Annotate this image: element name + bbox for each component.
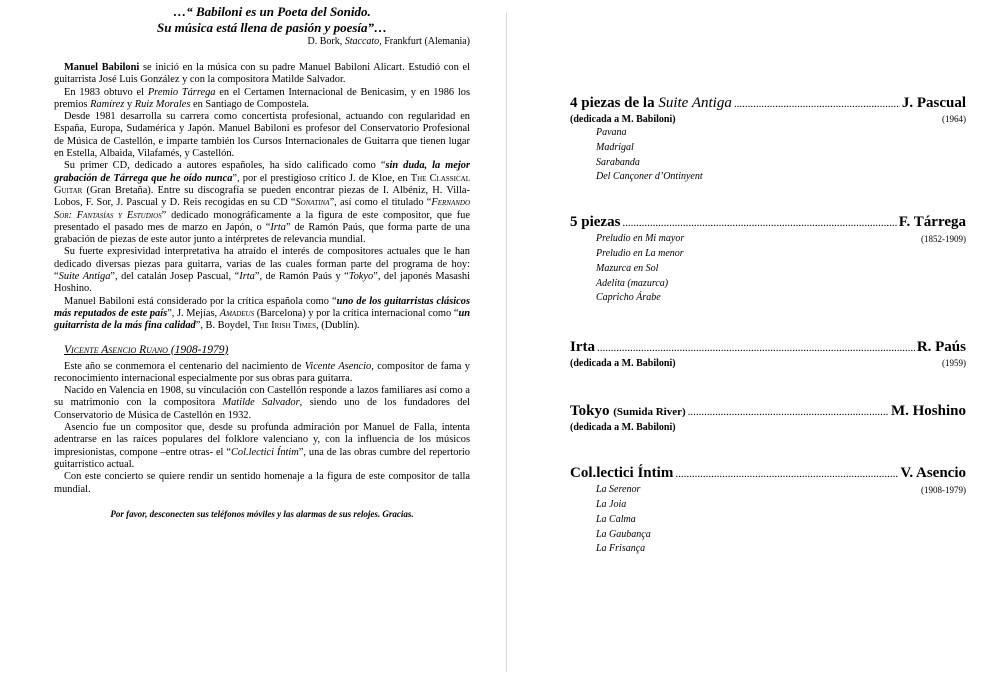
piece-title: Pavana [596,127,627,138]
bio-paragraph-1 [54,62,470,87]
text-run: , siendo uno de los fundadores del Conservatorio de Música de Castellón en 1932. [54,397,471,421]
composer-name: R. Paús [916,339,966,356]
piece-item [596,291,966,306]
piece-title: Adelita (mazurca) [596,277,669,289]
piece-item [596,126,966,141]
text-run: ” dedicado monográficamente a la figura de este compositor, que fue presentado el pasado mes de marzo en Japón, o “ [54,209,470,233]
program-entry [570,213,966,306]
text-run: y [124,98,135,110]
piece-title: Sarabanda [596,156,640,168]
magazine-name: Amadeus [219,307,255,319]
cd-title: Fernando Sor: Fantasías y Estudios [54,197,470,221]
dedication: (dedicada a M. Babiloni) [570,422,676,434]
work-title: 5 piezas [570,214,621,231]
text-run: ”, J. Mejías, [167,307,220,319]
piece-title: La Calma [596,513,636,525]
prize-name: Premio Tárrega [147,86,216,98]
column-divider [506,12,507,672]
text-run: (Barcelona) y por la crítica internacional como “ [254,307,459,319]
newspaper-name: The Irish Times [252,320,317,332]
work-title: Suite Antiga [58,271,111,283]
asencio-paragraph-4: Con este concierto se quiere rendir un sentido homenaje a la figura de este compositor de talla mundial. [54,471,470,495]
text-run: ”, del japonés Masashi Hoshino. [54,271,470,295]
quote-line-2: Su música está llena de pasión y poesía”… [156,20,388,35]
program-entry-header [570,338,966,357]
composer-dates: (1852-1909) [921,234,966,245]
piece-item [596,498,966,513]
composition-year: (1964) [942,114,966,124]
composition-year: (1959) [942,358,966,369]
text-run: ”, así como el titulado “ [329,197,432,209]
critic-quote: sin duda, la mejor grabación de Tárrega que he oído nunca [54,160,470,184]
cd-title: Irta [270,221,286,233]
work-title: Irta [570,339,595,356]
piece-title: Mazurca en Sol [596,262,659,274]
text-run: Su fuerte expresividad interpretativa ha atraído el interés de compositores actuales que le han dedicado diversas piezas para guitarra, varias de las cuales forman parte del programa de hoy: “ [54,246,470,283]
work-title: Col.lectici Íntim [570,465,674,482]
piece-item [596,513,966,528]
piece-list [570,126,966,185]
piece-item [596,277,966,292]
cd-title: Sonatina [295,197,330,209]
work-subtitle: (Sumida River) [613,406,686,419]
footer-notice: Por favor, desconecten sus teléfonos móviles y las alarmas de sus relojes. Gracias. [110,508,414,519]
piece-title: La Joia [596,498,627,510]
dot-leader [734,95,900,113]
composer-name: J. Pascual [901,95,966,111]
text-run: Asencio fue un compositor que, desde su profunda admiración por Manuel de Falla, intenta adentrarse en las raíces populares del folklore valenciano y, con la influencia de los músicos impresionistas, compone –entre otras- el “ [54,422,470,458]
program-entry-header [570,402,966,421]
piece-title: La Gaubança [596,528,651,540]
text-run: en Santiago de Compostela. [190,98,310,110]
dedication: (dedicada a M. Babiloni) [570,358,676,370]
text-run: ”, por el prestigioso crítico J. de Kloe, en [232,172,411,184]
piece-title: La Serenor [596,484,641,496]
bio-paragraph-2 [54,87,470,112]
piece-item [596,141,966,156]
text-run: Este año se conmemora el centenario del nacimiento de [64,360,305,372]
text-run: Su primer CD, dedicado a autores españoles, ha sido calificado como “ [64,160,386,172]
piece-title: Preludio en La menor [596,247,684,259]
piece-item [596,483,966,498]
piece-title: Capricho Árabe [596,292,661,304]
text-run: ”, de Ramón Paús y “ [254,271,349,283]
program-entry [570,464,966,557]
piece-title: Madrigal [596,141,634,153]
left-column [54,4,470,520]
work-title: Irta [239,271,255,283]
piece-item [596,232,966,247]
asencio-paragraph-1 [54,361,470,386]
text-run: se inició en la música con su padre Manuel Babiloni Alicart. Estudió con el guitarrista José Luis González y con la compositora Matilde Salvador. [54,62,470,86]
program-entry-header [570,94,966,113]
composer-name: Vicente Asencio [304,360,372,372]
composer-name: M. Hoshino [890,403,966,420]
epigraph-quote [54,4,470,36]
text-run: Manuel Babiloni está considerado por la crítica española como “ [64,295,337,307]
dot-leader [688,403,889,421]
dot-leader [597,339,915,357]
prize-name: Ramírez [90,98,125,110]
piece-item [596,262,966,277]
work-meta [570,421,966,434]
piece-item [596,170,966,185]
composer-name: V. Asencio [900,465,966,482]
magazine-name: The Classical Guitar [54,172,471,196]
bio-paragraph-5 [54,246,470,295]
text-run: En 1983 obtuvo el [64,86,148,98]
text-run: ” de Ramón Paús, que forma parte de una grabación de piezas de este autor junto a intérpretes de relevancia mundial. [54,221,470,246]
dedication: (dedicada a M. Babiloni) [570,114,676,125]
quote-source-publication: Staccato [344,36,380,47]
work-title: Tokyo [348,271,374,283]
work-meta [570,113,966,126]
program-entry [570,402,966,434]
text-run: Nacido en Valencia en 1908, su vinculación con Castellón responde a lazos familiares así como a su matrimonio con la compositora [54,385,470,409]
dot-leader [675,465,898,483]
bio-paragraph-3: Desde 1981 desarrolla su carrera como concertista profesional, actuando con regularidad en España, Europa, Sudamérica y Japón. Manuel Babiloni es profesor del Conservatorio Profesional de Música de Castellón, e imparte también los Cursos Internacionales de Guitarra que tienen lugar en Estella, Albaida, Vilafamés, y Castellón. [54,111,470,160]
asencio-section-title: Vicente Asencio Ruano (1908-1979) [64,343,229,356]
work-title: Col.lectici Íntim [230,446,299,458]
piece-item [596,528,966,543]
quote-source-place: , Frankfurt (Alemania) [379,36,470,47]
text-run: , (Dublín). [316,320,360,332]
asencio-paragraph-2 [54,385,470,422]
work-title: Tokyo (Sumida River) [570,403,686,420]
dot-leader [622,214,896,232]
composer-name: Matilde Salvador [222,397,300,409]
work-title-italic: Suite Antiga [658,95,732,111]
performer-name: Manuel Babiloni [64,62,140,73]
quote-source-author: D. Bork, [307,36,345,47]
asencio-paragraph-3 [54,422,470,471]
quote-source [54,36,470,48]
critic-quote: uno de los guitarristas clásicos más reputados de este país [54,295,470,319]
piece-title: Del Cançoner d’Ontinyent [596,171,703,183]
piece-list [570,483,966,557]
piece-item [596,542,966,557]
bio-paragraph-6 [54,296,470,333]
text-run: en el Certamen Internacional de Benicasim, y en 1986 los premios [54,86,471,110]
quote-line-1: …“ Babiloni es un Poeta del Sonido. [173,4,371,19]
prize-name: Ruiz Morales [134,98,191,110]
work-meta [570,357,966,370]
text-run: ”, del catalán Josep Pascual, “ [110,271,240,283]
program-entry-header [570,464,966,483]
bio-paragraph-4 [54,160,470,246]
critic-quote: un guitarrista de la más fina calidad [54,307,470,332]
program-entry [570,338,966,370]
program-entry-header [570,213,966,232]
composer-dates: (1908-1979) [921,485,966,496]
program-column [570,94,966,557]
text-run: ”, una de las obras cumbre del repertorio guitarrístico actual. [54,446,470,470]
program-entry [570,94,966,185]
piece-title: Preludio en Mi mayor [596,233,685,245]
piece-list [570,232,966,306]
piece-title: La Frisança [596,543,646,555]
composer-name: F. Tárrega [898,214,966,231]
piece-item [596,156,966,171]
work-title: 4 piezas de la Suite Antiga [570,95,732,111]
text-run: (Gran Bretaña). Entre su discografía se pueden encontrar piezas de I. Albéniz, H. Villa-Lobos, F. Sor, J. Pascual y D. Reis recogidas en su CD “ [54,184,470,209]
text-run: , compositor de fama y reconocimiento internacional especialmente por sus obras para guitarra. [54,360,470,384]
text-run: ”, B. Boydel, [195,320,253,332]
piece-item [596,247,966,262]
